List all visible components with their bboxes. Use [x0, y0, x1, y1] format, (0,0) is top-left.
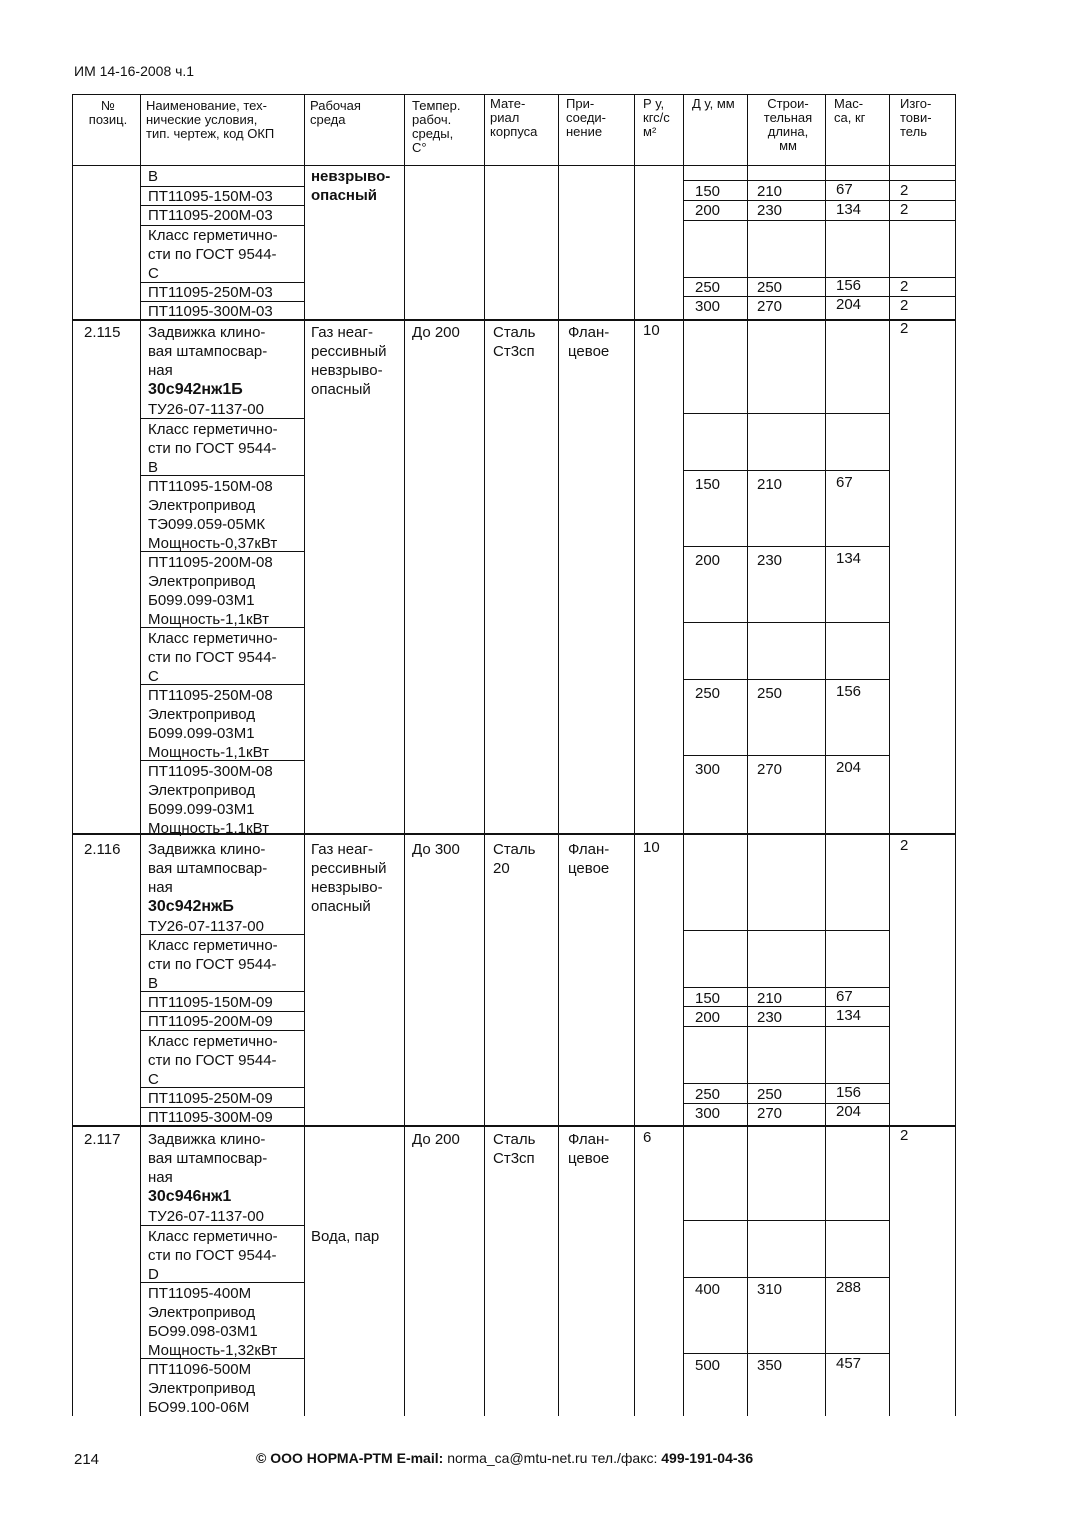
mass-cell: 67 [836, 474, 853, 491]
mass-cell: 134 [836, 550, 862, 567]
name-cell: В [148, 168, 159, 185]
dn-cell: 150 [695, 990, 721, 1007]
variant-200: ПТ11095-200М-09 [148, 1013, 273, 1030]
name-cell: ПТ11095-150М-03 [148, 188, 273, 205]
pos-cell: 2.117 [84, 1131, 121, 1148]
variant-250: ПТ11095-250М-08 Электропривод Б099.099-03М1 Мощность-1,1кВт [148, 687, 273, 761]
footer [256, 1450, 753, 1466]
row-line [683, 546, 890, 547]
name-title: Задвижка клино- вая штампосвар- ная [148, 324, 268, 379]
mass-cell: 457 [836, 1355, 862, 1372]
name-cell: ПТ11095-200М-03 [148, 207, 273, 224]
name-cell: ПТ11095-250М-03 [148, 284, 273, 301]
length-cell: 270 [757, 761, 783, 778]
connection-cell: Флан- цевое [568, 841, 610, 877]
mass-cell: 134 [836, 201, 862, 218]
pressure-cell: 10 [643, 322, 660, 339]
length-cell: 350 [757, 1357, 783, 1374]
dn-cell: 300 [695, 1105, 721, 1122]
header-temp: Темпер. рабоч. среды, С° [412, 98, 461, 155]
footer-company: © ООО НОРМА-РТМ [256, 1450, 393, 1466]
length-cell: 250 [757, 1086, 783, 1103]
col-line [140, 94, 141, 1416]
name-title: Задвижка клино- вая штампосвар- ная [148, 1131, 268, 1186]
row-line [683, 220, 956, 221]
dn-cell: 200 [695, 552, 721, 569]
footer-phone-label: тел./факс: [591, 1450, 658, 1466]
temp-cell: До 300 [412, 841, 460, 858]
mass-cell: 156 [836, 1084, 862, 1101]
variant-300: ПТ11095-300М-09 [148, 1109, 273, 1126]
medium-cell: Газ неаг- рессивный невзрыво- опасный [311, 841, 387, 915]
variant-250: ПТ11095-250М-09 [148, 1090, 273, 1107]
maker-cell: 2 [900, 320, 909, 337]
row-line [683, 413, 890, 414]
row-line [683, 1220, 890, 1221]
tu-code: ТУ26-07-1137-00 [148, 401, 264, 418]
row-line [683, 679, 890, 680]
temp-cell: До 200 [412, 1131, 460, 1148]
dn-cell: 400 [695, 1281, 721, 1298]
variant-500: ПТ11096-500М Электропривод БО99.100-06М [148, 1361, 256, 1416]
col-line [484, 94, 485, 1416]
tu-code: ТУ26-07-1137-00 [148, 918, 264, 935]
header-mass: Мас- са, кг [834, 96, 866, 125]
header-material: Мате- риал корпуса [490, 96, 538, 139]
mass-cell: 156 [836, 277, 862, 294]
mass-cell: 134 [836, 1007, 862, 1024]
tu-code: ТУ26-07-1137-00 [148, 1208, 264, 1225]
material-cell: Сталь Ст3сп [493, 1131, 536, 1167]
class-b: Класс герметично- сти по ГОСТ 9544- В [148, 937, 278, 992]
temp-cell: До 200 [412, 324, 460, 341]
header-pos: № позиц. [88, 98, 128, 127]
maker-cell: 2 [900, 201, 909, 218]
class-c: Класс герметично- сти по ГОСТ 9544- С [148, 1033, 278, 1088]
row-line [683, 470, 890, 471]
row-line [683, 277, 956, 278]
row-line [683, 755, 890, 756]
length-cell: 230 [757, 552, 783, 569]
model-code: 30с942нж1Б [148, 381, 243, 398]
header-connection: При- соеди- нение [566, 96, 606, 139]
mass-cell: 67 [836, 181, 853, 198]
dn-cell: 150 [695, 183, 721, 200]
dn-cell: 250 [695, 279, 721, 296]
name-cell: Класс герметично- сти по ГОСТ 9544- С [148, 227, 278, 282]
dn-cell: 150 [695, 476, 721, 493]
variant-200: ПТ11095-200М-08 Электропривод Б099.099-03М1 Мощность-1,1кВт [148, 554, 273, 628]
mass-cell: 288 [836, 1279, 862, 1296]
maker-cell: 2 [900, 1127, 909, 1144]
length-cell: 270 [757, 1105, 783, 1122]
model-code: 30с942нжБ [148, 898, 234, 915]
col-line [558, 94, 559, 1416]
variant-150: ПТ11095-150М-09 [148, 994, 273, 1011]
length-cell: 230 [757, 1009, 783, 1026]
maker-cell: 2 [900, 182, 909, 199]
variant-150: ПТ11095-150М-08 Электропривод ТЭ099.059-05МК Мощность-0,37кВт [148, 478, 278, 552]
maker-cell: 2 [900, 297, 909, 314]
material-cell: Сталь 20 [493, 841, 536, 877]
row-line [683, 180, 956, 181]
dn-cell: 500 [695, 1357, 721, 1374]
col-line [955, 94, 956, 1416]
dn-cell: 300 [695, 298, 721, 315]
row-line [683, 622, 890, 623]
name-cell: ПТ11095-300М-03 [148, 303, 273, 320]
mass-cell: 204 [836, 296, 862, 313]
header-maker: Изго- тови- тель [900, 96, 932, 139]
mass-cell: 204 [836, 1103, 862, 1120]
page-number: 214 [74, 1451, 100, 1468]
connection-cell: Флан- цевое [568, 324, 610, 360]
length-cell: 210 [757, 183, 783, 200]
header-dn: Д у, мм [692, 96, 735, 111]
header-length: Строи- тельная длина, мм [763, 96, 813, 153]
dn-cell: 300 [695, 761, 721, 778]
medium-cell: Газ неаг- рессивный невзрыво- опасный [311, 324, 387, 398]
class-c: Класс герметично- сти по ГОСТ 9544- С [148, 630, 278, 685]
row-line [72, 94, 956, 95]
col-line [404, 94, 405, 1416]
footer-email: norma_ca@mtu-net.ru [447, 1450, 588, 1466]
dn-cell: 200 [695, 1009, 721, 1026]
variant-400: ПТ11095-400М Электропривод БО99.098-03М1 Мощность-1,32кВт [148, 1285, 278, 1359]
length-cell: 210 [757, 990, 783, 1007]
class-b: Класс герметично- сти по ГОСТ 9544- В [148, 421, 278, 476]
length-cell: 270 [757, 298, 783, 315]
document-id: ИМ 14-16-2008 ч.1 [74, 63, 195, 79]
length-cell: 310 [757, 1281, 783, 1298]
model-code: 30с946нж1 [148, 1188, 232, 1205]
row-line [683, 296, 956, 297]
maker-cell: 2 [900, 278, 909, 295]
mass-cell: 156 [836, 683, 862, 700]
medium-cell: невзрыво- опасный [311, 168, 391, 204]
maker-cell: 2 [900, 837, 909, 854]
pos-cell: 2.116 [84, 841, 121, 858]
dn-cell: 200 [695, 202, 721, 219]
variant-300: ПТ11095-300М-08 Электропривод Б099.099-03М1 Мощность-1,1кВт [148, 763, 273, 837]
header-pressure: Р у, кгс/с м² [643, 96, 670, 139]
name-title: Задвижка клино- вая штампосвар- ная [148, 841, 268, 896]
footer-email-label: E-mail: [396, 1450, 444, 1466]
material-cell: Сталь Ст3сп [493, 324, 536, 360]
row-line [683, 200, 956, 201]
length-cell: 210 [757, 476, 783, 493]
medium-cell: Вода, пар [311, 1228, 380, 1245]
dn-cell: 250 [695, 1086, 721, 1103]
header-medium: Рабочая среда [310, 98, 361, 127]
footer-phone: 499-191-04-36 [661, 1450, 754, 1466]
col-line [304, 94, 305, 1416]
pressure-cell: 6 [643, 1129, 652, 1146]
mass-cell: 67 [836, 988, 853, 1005]
dn-cell: 250 [695, 685, 721, 702]
class-d: Класс герметично- сти по ГОСТ 9544- D [148, 1228, 278, 1283]
connection-cell: Флан- цевое [568, 1131, 610, 1167]
row-line [683, 930, 890, 931]
col-line [72, 94, 73, 1416]
header-name: Наименование, тех- нические условия, тип. чертеж, код ОКП [146, 98, 275, 141]
pos-cell: 2.115 [84, 324, 121, 341]
col-line [634, 94, 635, 1416]
pressure-cell: 10 [643, 839, 660, 856]
row-line [72, 165, 956, 166]
length-cell: 230 [757, 202, 783, 219]
length-cell: 250 [757, 685, 783, 702]
row-line [683, 987, 890, 988]
mass-cell: 204 [836, 759, 862, 776]
length-cell: 250 [757, 279, 783, 296]
